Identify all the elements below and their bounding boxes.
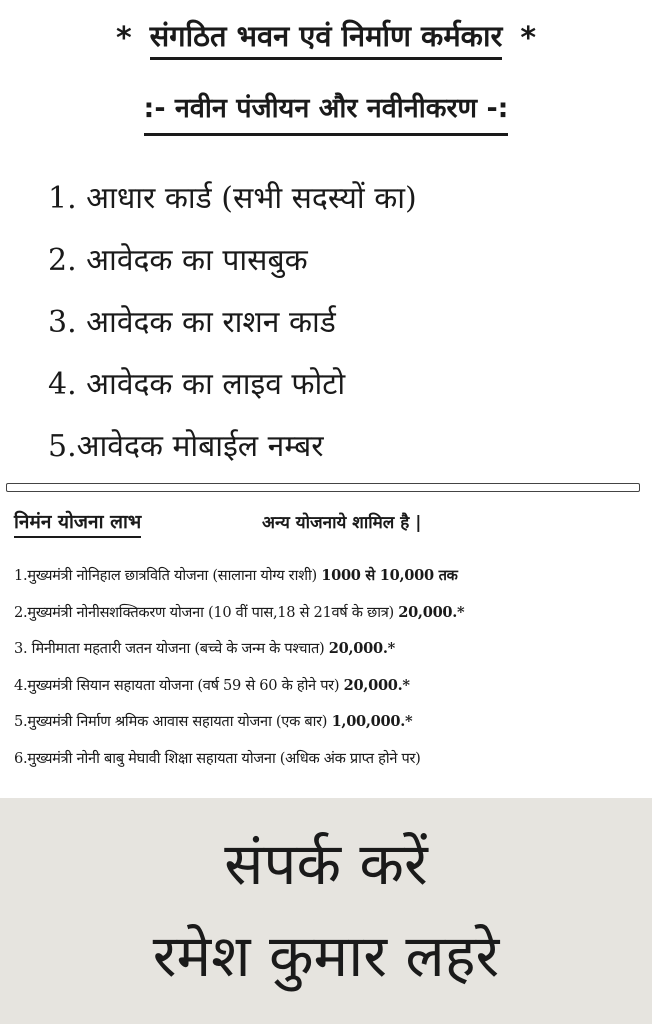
scheme-text: 4.मुख्यमंत्री सियान सहायता योजना (वर्ष 59 से 60 के होने पर) (14, 676, 340, 694)
list-item: 1. आधार कार्ड (सभी सदस्यों का) (48, 181, 417, 216)
star-right: * (520, 20, 537, 56)
scheme-text: 2.मुख्यमंत्री नोनीसशक्तिकरण योजना (10 वीं पास,18 से 21वर्ष के छात्र) (14, 603, 394, 621)
benefit-header (14, 508, 634, 542)
title-text: संगठित भवन एवं निर्माण कर्मकार (150, 16, 503, 60)
document-list (48, 168, 628, 478)
list-item: 4. आवेदक का लाइव फोटो (48, 367, 346, 402)
scheme-amount: 1000 से 10,000 तक (321, 567, 458, 584)
list-item (14, 741, 648, 778)
list-item: 3. आवेदक का राशन कार्ड (48, 305, 336, 340)
subtitle-text: :- नवीन पंजीयन और नवीनीकरण -: (144, 88, 509, 136)
contact-heading: संपर्क करें (224, 830, 428, 898)
contact-name: रमेश कुमार लहरे (152, 922, 500, 990)
scheme-text: 3. मिनीमाता महतारी जतन योजना (बच्चे के जन्म के पश्चात) (14, 640, 325, 657)
benefit-heading: निमंन योजना लाभ (14, 508, 141, 538)
scheme-text: 6.मुख्यमंत्री नोनी बाबु मेघावी शिक्षा सहायता योजना (अधिक अंक प्राप्त होने पर) (14, 749, 421, 767)
list-item (14, 668, 648, 705)
list-item (14, 558, 648, 595)
list-item (14, 631, 648, 668)
scheme-amount: 1,00,000.* (331, 713, 413, 730)
page-title (0, 14, 652, 62)
scheme-amount: 20,000.* (328, 640, 395, 657)
page-subtitle (0, 88, 652, 136)
scheme-list (14, 558, 648, 777)
contact-panel (0, 798, 652, 1024)
benefit-note: अन्य योजनाये शामिल है | (262, 513, 422, 533)
list-item: 2. आवेदक का पासबुक (48, 243, 308, 278)
scheme-text: 1.मुख्यमंत्री नोनिहाल छात्रविति योजना (सालाना योग्य राशी) (14, 567, 317, 584)
divider (6, 483, 640, 492)
list-item (14, 595, 648, 632)
star-left: * (115, 20, 132, 56)
scheme-amount: 20,000.* (343, 676, 410, 694)
scheme-amount: 20,000.* (398, 603, 465, 621)
list-item: 5.आवेदक मोबाईल नम्बर (48, 429, 324, 464)
scheme-text: 5.मुख्यमंत्री निर्माण श्रमिक आवास सहायता योजना (एक बार) (14, 713, 328, 730)
list-item (14, 704, 648, 741)
